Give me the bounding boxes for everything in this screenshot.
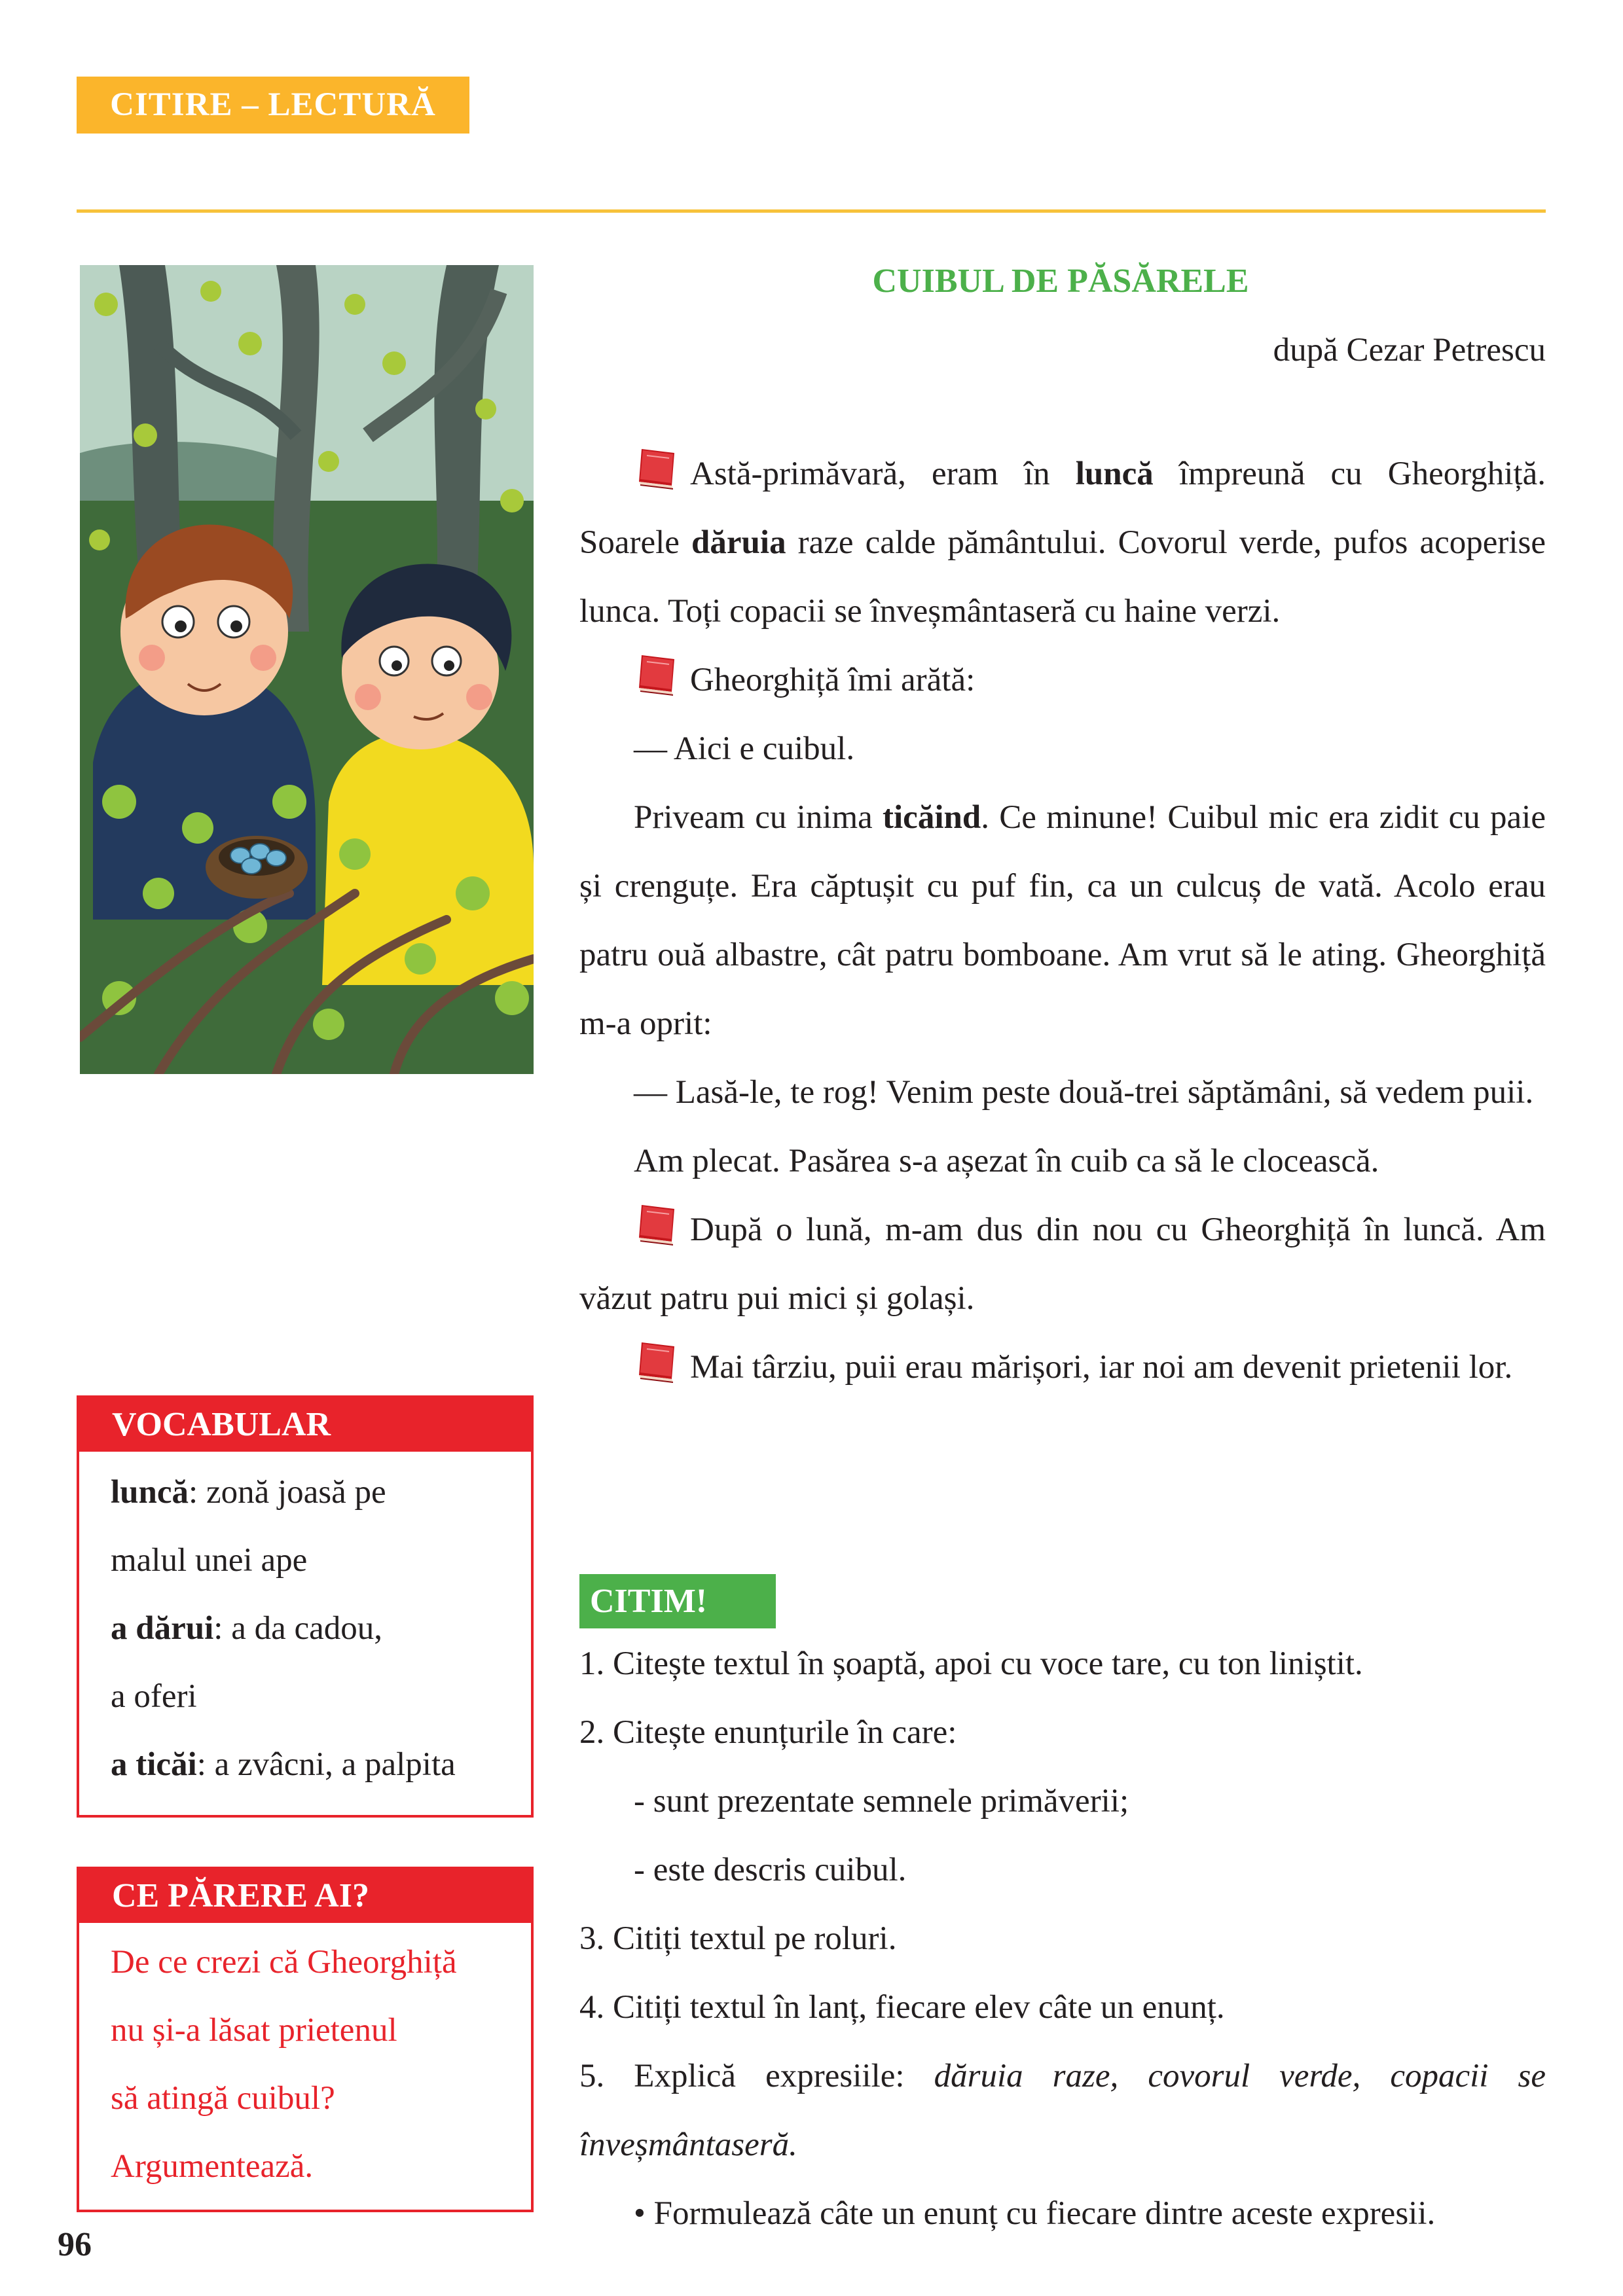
- paragraph: — Lasă-le, te rog! Venim peste două-trei săptămâni, să vedem puii.: [634, 1074, 1534, 1111]
- vocabulary-item: a dărui: a da cadou,: [111, 1610, 383, 1647]
- opinion-question: [79, 1923, 531, 2200]
- paragraph: Priveam cu inima ticăind. Ce minune! Cuibul mic era zidit cu paie și crenguțe. Era căptușit cu puf fin, ca un culcuș de vată. Acolo erau patru ouă albastre, cât patru bomboane. Am vrut să le ating. Gheorghiță m-a oprit:: [579, 799, 1546, 1042]
- exercise-item: 3. Citiți textul pe roluri.: [579, 1920, 897, 1957]
- opinion-line: nu și-a lăsat prietenul: [111, 2012, 397, 2049]
- paragraph: Astă-primăvară, eram în luncă împreună cu Gheorghiță. Soarele dăruia raze calde pământului. Covorul verde, pufos acoperise lunca. Toți copacii se înveșmântaseră cu haine verzi.: [579, 440, 1546, 646]
- exercise-subitem: • Formulează câte un enunț cu fiecare dintre aceste expresii.: [634, 2195, 1436, 2232]
- exercise-item: 2. Citește enunțurile în care:: [579, 1714, 957, 1751]
- exercise-item: 1. Citește textul în șoaptă, apoi cu voce tare, cu ton liniștit.: [579, 1645, 1363, 1682]
- vocabulary-item: luncă: zonă joasă pe: [111, 1474, 386, 1511]
- book-icon: [634, 446, 680, 490]
- illustration-boys-nest: [80, 265, 534, 1074]
- opinion-line: să atingă cuibul?: [111, 2080, 335, 2117]
- header-rule: [77, 209, 1546, 213]
- story-author: după Cezar Petrescu: [1273, 332, 1546, 368]
- paragraph: După o lună, m-am dus din nou cu Gheorghiță în luncă. Am văzut patru pui mici și golași.: [579, 1196, 1546, 1333]
- opinion-line: De ce crezi că Gheorghiță: [111, 1944, 457, 1981]
- paragraph: Mai târziu, puii erau mărișori, iar noi am devenit prietenii lor.: [579, 1333, 1546, 1402]
- opinion-title: CE PĂRERE AI?: [79, 1869, 531, 1923]
- exercise-item: 5. Explică expresiile: dăruia raze, covorul verde, copacii se înveșmântaseră.: [579, 2058, 1546, 2163]
- page-number: 96: [58, 2226, 92, 2263]
- exercise-item: 4. Citiți textul în lanț, fiecare elev câte un enunț.: [579, 1989, 1225, 2026]
- opinion-line: Argumentează.: [111, 2148, 314, 2185]
- book-icon: [634, 1202, 680, 1246]
- vocabulary-title: VOCABULAR: [79, 1398, 531, 1452]
- exercise-subitem: - este descris cuibul.: [634, 1852, 907, 1888]
- exercise-subitem: - sunt prezentate semnele primăverii;: [634, 1783, 1129, 1820]
- paragraph: — Aici e cuibul.: [634, 730, 855, 767]
- vocabulary-box: [77, 1395, 534, 1818]
- vocabulary-item: malul unei ape: [111, 1542, 308, 1579]
- vocabulary-item: a ticăi: a zvâcni, a palpita: [111, 1746, 456, 1783]
- vocabulary-list: [79, 1452, 531, 1799]
- opinion-box: [77, 1867, 534, 2212]
- exercises-title: CITIM!: [579, 1574, 776, 1628]
- vocabulary-item: a oferi: [111, 1678, 197, 1715]
- exercises-list: [579, 1630, 1546, 2248]
- paragraph: Gheorghiță îmi arătă:: [579, 646, 1546, 715]
- book-icon: [634, 1340, 680, 1383]
- story-text: [579, 440, 1546, 1402]
- book-icon: [634, 653, 680, 696]
- story-title: CUIBUL DE PĂSĂRELE: [872, 262, 1249, 300]
- section-tag: CITIRE – LECTURĂ: [77, 77, 469, 134]
- paragraph: Am plecat. Pasărea s-a așezat în cuib ca să le clocească.: [634, 1143, 1379, 1179]
